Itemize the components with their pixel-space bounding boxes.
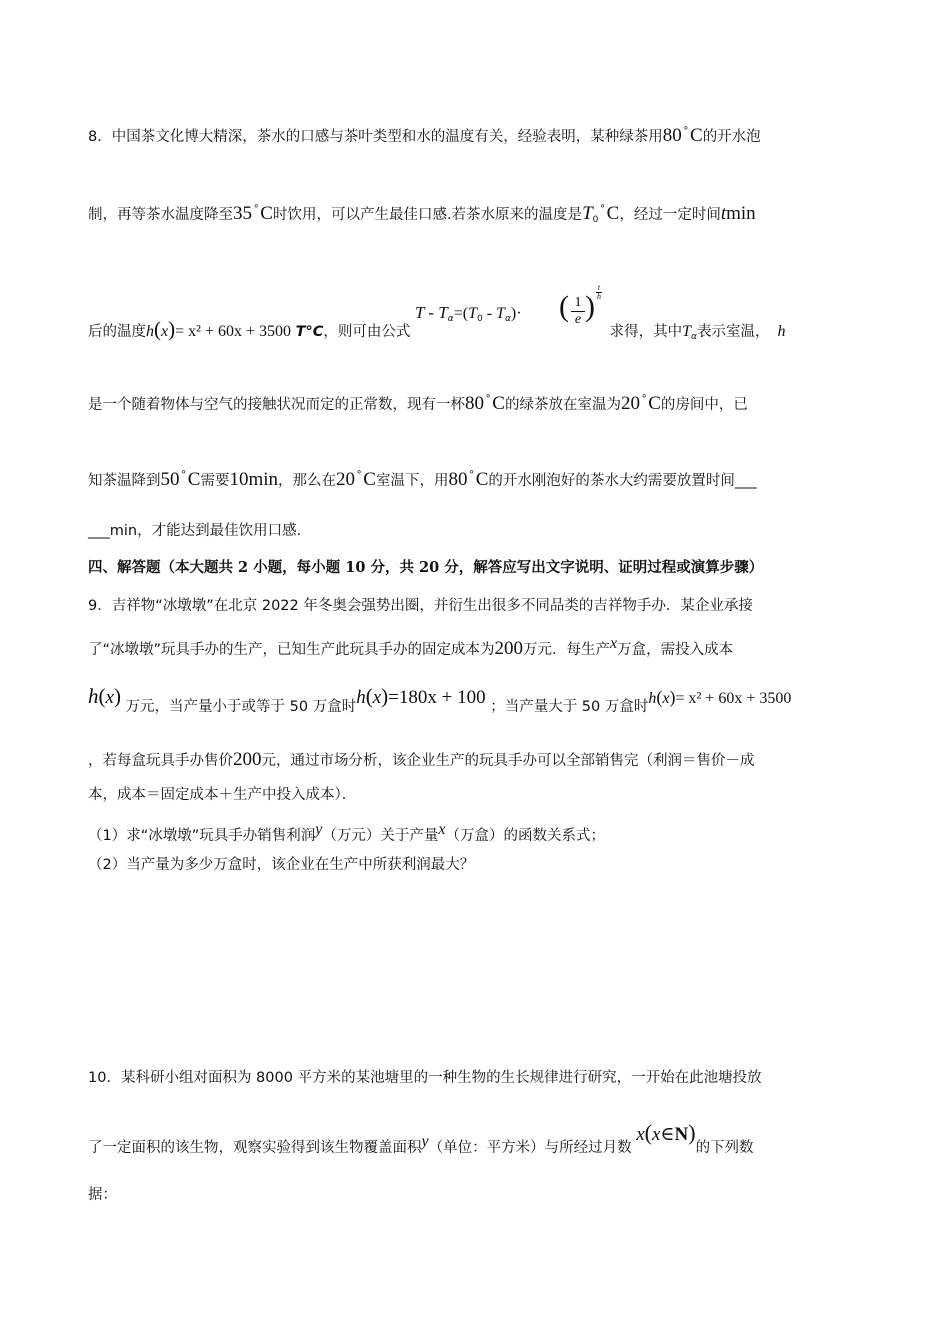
q8-line-2: 制，再等茶水温度降至35∘C时饮用，可以产生最佳口感.若茶水原来的温度是$T_0^\circ C$，经过一定时间tmin (88, 201, 756, 225)
q9-line-1: 9．吉祥物“冰墩墩”在北京 2022 年冬奥会强势出圈，并衍生出很多不同品类的吉祥物手办．某企业承接 (88, 598, 753, 614)
q10-line-2: 了一定面积的该生物，观察实验得到该生物覆盖面积$^y$（单位：平方米）与所经过月数 x(x∈N)的下列数 (88, 1120, 754, 1156)
q8-line-1: 8．中国茶文化博大精深，茶水的口感与茶叶类型和水的温度有关，经验表明，某种绿茶用80∘C的开水泡 (88, 123, 761, 146)
q10-line-1: 10．某科研小组对面积为 8000 平方米的某池塘里的一种生物的生长规律进行研究，一开始在此池塘投放 (88, 1070, 762, 1086)
q9-subquestion-1: （1）求“冰墩墩”玩具手办销售利润$^y$（万元）关于产量$^x$（万盒）的函数关系式； (88, 821, 605, 844)
q10-line-3: 据： (88, 1187, 117, 1203)
q8-line-6: ___min，才能达到最佳饮用口感. (88, 523, 302, 539)
q9-line-2: 了“冰墩墩”玩具手办的生产，已知生产此玩具手办的固定成本为200万元．每生产$^x$万盒，需投入成本 (88, 635, 734, 659)
q8-line-5: 知茶温降到50∘C需要10min，那么在20∘C室温下，用80∘C的开水刚泡好的茶水大约需要放置时间___ (88, 467, 757, 490)
section-4-heading: 四、解答题（本大题共 2 小题，每小题 10 分，共 20 分，解答应写出文字说明、证明过程或演算步骤） (88, 559, 764, 576)
q8-line-3: 后的温度h(x)= x² + 60x + 3500 T°C，则可由公式 $T - T_\alpha=(T_0 - T_\alpha)\cdot$ ( 1 e ) t h 求得，其中$T_\alpha$表示室温， h (88, 283, 786, 342)
q8-line-4: 是一个随着物体与空气的接触状况而定的正常数，现有一杯80∘C的绿茶放在室温为20∘C的房间中，已 (88, 391, 748, 414)
q9-line-4: ，若每盒玩具手办售价200元，通过市场分析，该企业生产的玩具手办可以全部销售完（利润＝售价－成 (88, 749, 755, 770)
q9-line-5: 本，成本＝固定成本＋生产中投入成本）． (88, 787, 357, 803)
q9-subquestion-2: （2）当产量为多少万盒时，该企业在生产中所获利润最大？ (88, 857, 475, 873)
cooling-formula: $T - T_\alpha=(T_0 - T_\alpha)\cdot$ ( 1 e ) t h (415, 283, 601, 327)
q9-line-3: h(x) 万元，当产量小于或等于 50 万盒时h(x)=180x + 100 ；当产量大于 50 万盒时h(x)= x² + 60x + 3500 (88, 684, 792, 715)
